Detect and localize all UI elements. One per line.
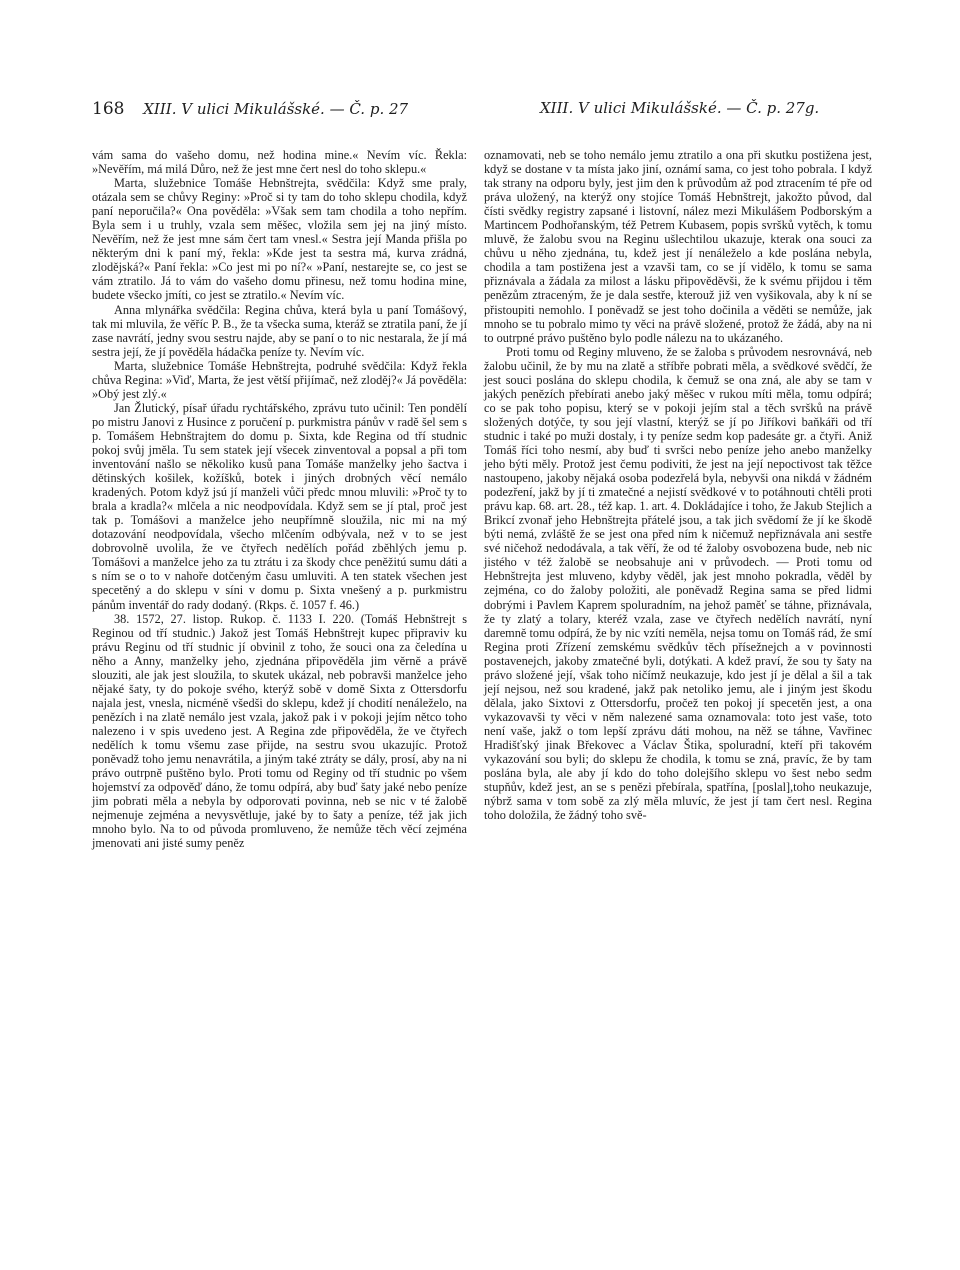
left-text-column — [92, 148, 467, 850]
paragraph: Anna mlynářka svědčila: Regina chůva, která byla u paní Tomášový, tak mi mluvila, že věříc P. B., že ta všecka suma, kteráž se ztratila paní, že jí zase navrátí, jedny svou sestru najde, aby se paní o to nic nestarala, že jí má sestra její, že jí pověděla hádačka peníze ty. Nevím víc. — [92, 302, 467, 359]
running-title-left: XIII. V ulici Mikulášské. — Č. p. 27 — [143, 100, 409, 118]
running-header-left — [92, 99, 462, 123]
paragraph: oznamovati, neb se toho nemálo jemu ztratilo a ona při skutku postižena jest, když se dostane v ta místa jako jiní, oznámí sama, co jest toho pobrala. I když tak strany na odporu byly, jest jim den k průvodům až pod ztracením té pře od práva uložený, na kterýž ony stojíce Tomáš Hebnštrejt, jakožto původ, dal čísti svědky registry zapsané i listovní, nález mezi Mikulášem Podborským a Martincem Podhořanským, též Petrem Kubasem, popis svršků vytěch, k tomu mluvě, že žalobu svou na Reginu ušlechtilou ukazuje, kterak ona souci za chůvu u něho zjednána, tu, kdež jest jí nenáleželo a kde poslána nebyla, chodila a tam postižena jest a vzavši tam, co se jí vidělo, k tomu se sama přiznávala a žádala za milost a lásku připověděvši, že k svému přijdou i těm penězům ztraceným, že je dala sestře, kterouž již ven vyšikovala, aby k ní se přistoupiti nemohlo. I poněvadž se jest toho dočinila a věděti se nemůže, jak mnoho se tu pobralo mimo ty věci na právě složené, protož že žádá, aby na ni to outrpné právo puštěno bylo podle nálezu na to ukázaného. — [484, 148, 872, 345]
right-text-column — [484, 148, 872, 822]
paragraph: Marta, služebnice Tomáše Hebnštrejta, podruhé svědčila: Když řekla chůva Regina: »Viď, Marta, že jest větší přijímač, než zloděj?« Já pověděla: »Obý jest zlý.« — [92, 358, 467, 401]
paragraph: 38. 1572, 27. listop. Rukop. č. 1133 I. 220. (Tomáš Hebnštrejt s Reginou od tří studnic.) Jakož jest Tomáš Hebnštrejt kupec připraviv ku právu Reginu od tří studnic jí obvinil z toho, že souci ona za čeledína u něho a Anny, manželky jeho, zjednána připověděla jim věrně a právě slouziti, ale jak jest sloužila, to skutek ukázal, neb pobravši manželce jeho nějaké šaty, ty do pokoje svého, kterýž sobě v domě Sixta z Ottersdorfu najala jest, vnesla, nicméně všedši do sklepu, kdež jí chodití nenáleželo, na penězích i na zlatě nemálo jest vzala, jakož pak i v pokoji jejím nětco toho nalezeno i v spis uvedeno jest. A Regina zde připověděla, že ve čtyřech nedělích k tomu všemu zase přijde, na sestru svou ukazujíc. Protož poněvadž toho jemu nenavrátila, a jiným také ztráty se dály, prosí, aby na ni právo outrpně puštěno bylo. Proti tomu od Reginy od tří studnic po všem hojemství za odpověď dáno, že tomu odpírá, aby buď šaty jaké nebo peníze jim pobrati měla a nebyla by odporovati povinna, neb se nic v té žalobě nejmenuje zejména a nevysvětluje, jaké by to šaty a peníze, též jak jich mnoho bylo. Na to od původa promluveno, že nemůže těch věcí zejména jmenovati ani jisté sumy peněz — [92, 611, 467, 851]
paragraph: Jan Žlutický, písař úřadu rychtářského, zprávu tuto učinil: Ten pondělí po mistru Janovi z Husince z poručení p. purkmistra pánův v radě šel sem s p. Tomášem Hebnštrajtem do domu p. Sixta, kde Regina od tří studnic pokoj svůj jměla. Tu sem statek její všecek zinventoval a popsal a při tom inventování našlo se několiko kusů pana Tomáše manželky jeho šactva i dětinských košilek, kožíšků, botek i jiných drobných věcí nemálo kradených. Potom když jsú jí manželi vůči předc mnou mluvili: »Proč ty to brala a kradla?« mlčela a nic neodpovídala. Když sem se jí ptal, proč jest tak p. Tomášovi a manželce jeho neupřímně sloužila, nic mi na mý dotazování neodpovídala, všecho mlčením odbývala, než v to se jest dobrovolně uvolila, že ve čtyřech nedělích pořád zběhlých jemu p. Tomášovi a manželce jeho za tu ztrátu i za škody chce peněžitú sumu dáti a s ním se o to v nahoře dotčeným času umluviti. A ten statek všechen jest specetěný a do sklepu v síni v domu p. Sixta vnešený a p. purkmistru pánům inventář do rady dodaný. (Rkps. č. 1057 f. 46.) — [92, 400, 467, 612]
page-number: 168 — [92, 99, 125, 119]
paragraph: Proti tomu od Reginy mluveno, že se žaloba s průvodem nesrovnává, neb žalobu učinil, že by mu na zlatě a stříbře pobrati měla, a svědkové svědčí, že jest souci poslána do sklepu chodila, k čemuž se ona zná, ale aby se tam v jakých penězích přebírati anebo jaký měšec v rukou míti měla, tomu odpírá; co se pak toho popisu, který se v pokoji jejím stal a těch svršků na právě složených dotýče, ty sou její vlastní, kterýž se jí po Jiříkovi baňkáři od tří studnic i také po muži dostaly, i ty peníze sedm kop padesáte gr. a čtyři. Aniž Tomáš říci toho nesmí, aby buď ti svršci nebo peníze jeho anebo manželky jeho býti měly. Protož jest čemu podiviti, že jest na její nepoctivost tak těžce nastoupeno, jakoby nějaká osoba podezřelá byla, nebyvši ona nikdá v žádném podezření, jakž by jí ti zmatečné a nejistí svědkové v to potáhnouti chtěli proti právu kap. 68. art. 28., též kap. 1. art. 4. Dokládajíce i toho, že Jakub Stejlich a Brikcí zvonař jeho Hebnštrejta přátelé jsou, a tak jich svědomí že jí ke škodě býti nemá, zvláště že se jest ona před ním k ničemuž nepřiznávala ani sestře své ničehož nedodávala, a tak věří, že od té žaloby osvobozena bude, neb nic jistého v též žalobě se neobsahuje ani v průvodech. — Proti tomu od Hebnštrejta jest mluveno, kdyby věděl, jak jest mnoho pokradla, věděl by zejména, co do žaloby položiti, ale poněvadž Regina sama se před lidmi dobrými i Pavlem Kaprem spoluradním, na jehož paměť se táhne, přiznávala, že ty zlatý a tolary, kteréž vzala, zase ve čtyřech nedělích navrátí, nyní daremně tomu odpírá, že by nic vzíti neměla, nejsa tomu on Tomáš rád, že smí Regina proti Zřízení zemskému svědkův těch přísežnejch a v povinnosti postavenejch, jakoby zmatečné byli, dotýkati. A kdež praví, že sou ty šaty na právo složené její, však toho ničímž neukazuje, kdo jest jí je dělal a šil a tak její nejsou, než sou kradené, jakž pak netoliko jemu, ale i jiným jest škodu dělala, jako Sixtovi z Ottersdorfu, pročež ten pokoj jí specetěn jest, a ona vykazovavši ty věci v něm nalezené sama oznamovala: toto jest vaše, toto není vaše, jakž o tom lepší zprávu dáti mohou, na něž se táhne, Vavřinec Hradišťský jinak Břekovec a Václav Štika, spoluradní, kteří při takovém vykazování sou byli; do sklepu že chodila, k tomu se zná, pravíc, že by tam poslána byla, ale aby jí kdo do toho dolejšího sklepu vo šest nebo sedm stupňův, kdež jest, an se s penězi přebírala, spatřína, [poslal],toho neukazuje, nýbrž sama v tom sobě za zlý měla mluvíc, že jest jí tam čert nesl. Regina toho doložila, že žádný toho svě- — [484, 344, 872, 823]
paragraph: vám sama do vašeho domu, než hodina mine.« Nevím víc. Řekla: »Nevěřím, má milá Důro, než že jest mne čert nesl do toho sklepu.« — [92, 148, 467, 177]
running-header-right — [540, 99, 880, 123]
running-title-right: XIII. V ulici Mikulášské. — Č. p. 27g. — [540, 99, 820, 117]
paragraph: Marta, služebnice Tomáše Hebnštrejta, svědčila: Když sme praly, otázala sem se chůvy Reginy: »Proč si ty tam do toho sklepu chodila, když paní neporučila?« Ona pověděla: »Však sem tam chodila a toho nepřím. Byla sem i u truhly, vzala sem měšec, vložila sem jej na jiný místo. Nevěřím, než že jest mne sám čert tam vnesl.« Sestra její Manda přišla po některým dni k paní mý, řekla: »Kde jest ta sestra má, kurva zrádná, zlodějská?« Paní řekla: »Co jest mi po ní?« »Paní, nestarejte se, co jest se vám ztratilo. Já to vám do vašeho domu přinesu, než tomu hodina mine, budete všecko jmíti, co jest se ztratilo.« Nevím víc. — [92, 176, 467, 303]
